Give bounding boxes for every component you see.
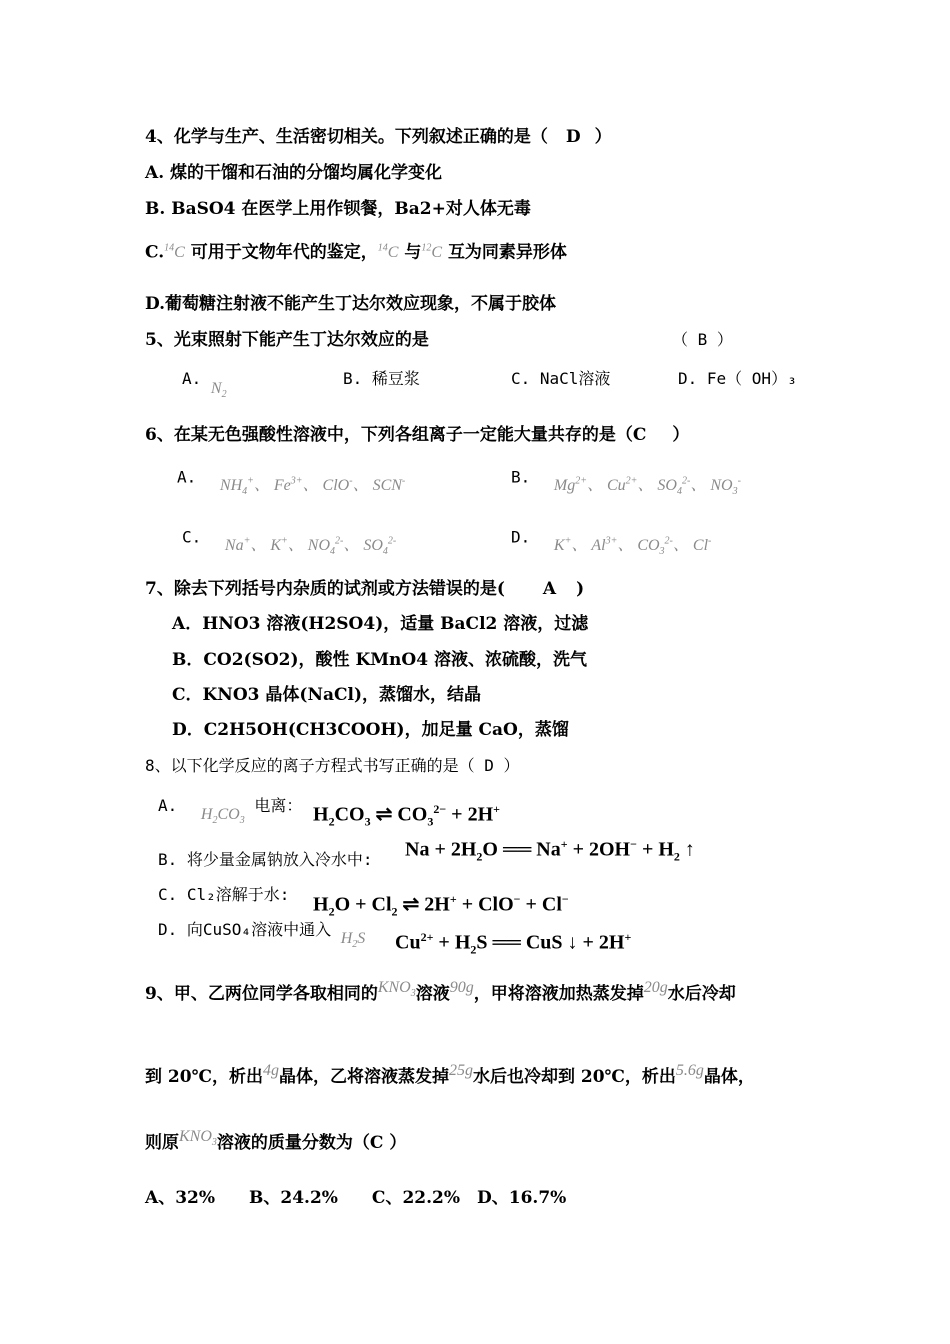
q6-stem-text: 6、在某无色强酸性溶液中，下列各组离子一定能大量共存的是（C	[145, 425, 647, 445]
q9-l1c: ，甲将溶液加热蒸发掉	[473, 984, 644, 1004]
q5-option-b: B. 稀豆浆	[343, 369, 420, 388]
q9-l3a: 则原	[145, 1133, 179, 1153]
q6-b-ions: $Mg^{2+}$、 $Cu^{2+}$、 $SO_4^{2-}$、 $NO_3^-$	[553, 476, 741, 498]
q8-option-d	[158, 919, 366, 951]
q9-line-2	[145, 1062, 755, 1089]
q8-a-text: 电离：	[254, 796, 303, 815]
q5-answer: （ B ）	[672, 330, 733, 349]
q4-close: ）	[594, 127, 612, 147]
q6-option-d	[511, 523, 711, 556]
h2co3-formula: $H_2CO_3$	[200, 806, 245, 827]
q9-line-3	[145, 1128, 407, 1161]
q7-option-c: C．KNO3 晶体(NaCl)，蒸馏水，结晶	[172, 685, 482, 705]
q8-a-label: A.	[158, 796, 178, 815]
q8-equation-d: $Cu^{2+} + H_2S$ ══ CuS ↓ + 2H+	[395, 930, 632, 957]
q8-d-text: D. 向CuSO₄溶液中通入	[158, 920, 332, 939]
q9-l2b: 晶体，乙将溶液蒸发掉	[278, 1067, 449, 1087]
c14-formula: $^{14}$C	[164, 243, 185, 262]
q6-close: ）	[672, 425, 690, 445]
q4-option-d: D.葡萄糖注射液不能产生丁达尔效应现象，不属于胶体	[145, 294, 557, 314]
q6-option-b	[511, 463, 741, 496]
q6-b-label: B.	[511, 467, 531, 487]
mass-90g: 90g	[449, 979, 474, 996]
q8-option-c: C. Cl₂溶解于水:	[158, 885, 290, 904]
mass-4g: 4g	[262, 1062, 279, 1079]
q9-l1b: 溶液	[415, 984, 450, 1004]
q4-stem-text: 4、化学与生产、生活密切相关。下列叙述正确的是（	[145, 127, 548, 147]
q6-c-ions: Na+、 K+、 $NO_4^{2-}$、 $SO_4^{2-}$	[224, 536, 397, 558]
q8-equation-a: $H_2CO_3$ ⇌ $CO_3^{2-} + 2H^+$	[313, 802, 500, 829]
q4-option-b: B. BaSO4 在医学上用作钡餐，Ba2+对人体无毒	[145, 199, 531, 219]
q8-option-b: B. 将少量金属钠放入冷水中:	[158, 850, 373, 869]
q6-option-c	[182, 523, 396, 556]
q9-l2c: 水后也冷却到 20℃，析出	[472, 1067, 676, 1087]
q9-options: A、32% B、24.2% C、22.2% D、16.7%	[145, 1188, 567, 1208]
mass-5-6g: 5.6g	[675, 1062, 704, 1079]
q4-c-prefix: C.	[145, 242, 165, 263]
c12-formula: $^{12}$C	[421, 243, 443, 262]
q7-option-d: D．C2H5OH(CH3COOH)，加足量 CaO，蒸馏	[172, 720, 569, 740]
q7-option-a: A．HNO3 溶液(H2SO4)，适量 BaCl2 溶液，过滤	[172, 614, 589, 634]
q5-option-a	[182, 368, 227, 401]
q6-d-ions: K+、 $Al^{3+}$、 $CO_3^{2-}$、 Cl-	[553, 536, 712, 558]
q5-option-c: C. NaCl溶液	[511, 369, 611, 388]
q8-stem: 8、以下化学反应的离子方程式书写正确的是（ D ）	[145, 756, 520, 775]
q7-stem	[145, 578, 584, 600]
kno3-formula-2: $KNO_3$	[179, 1128, 217, 1149]
q6-option-a	[177, 463, 405, 496]
q4-c-and: 与	[404, 242, 422, 263]
q4-option-a: A. 煤的干馏和石油的分馏均属化学变化	[145, 163, 443, 183]
q6-c-label: C.	[182, 527, 202, 547]
q4-option-c	[145, 238, 567, 264]
q8-equation-c: $H_2O + Cl_2$ ⇌ 2H+ + ClO− + Cl−	[313, 892, 569, 919]
q5-option-d: D. Fe（ OH）₃	[678, 369, 797, 388]
q7-option-b: B．CO2(SO2)，酸性 KMnO4 溶液、浓硫酸，洗气	[172, 650, 587, 670]
q6-a-label: A.	[177, 467, 197, 487]
q8-option-a	[158, 795, 303, 827]
h2s-formula: $H_2S$	[340, 930, 366, 951]
q7-stem-text: 7、除去下列括号内杂质的试剂或方法错误的是(	[145, 579, 505, 599]
q4-c-end: 互为同素异形体	[447, 242, 567, 263]
q4-c-mid: 可用于文物年代的鉴定，	[190, 242, 378, 263]
q9-l3b: 溶液的质量分数为（C ）	[216, 1133, 407, 1153]
q6-d-label: D.	[511, 527, 531, 547]
q6-stem	[145, 424, 689, 446]
q5-stem: 5、光束照射下能产生丁达尔效应的是	[145, 330, 429, 350]
q4-stem	[145, 126, 612, 148]
q9-l1d: 水后冷却	[667, 984, 736, 1004]
q9-l1a: 9、甲、乙两位同学各取相同的	[145, 984, 378, 1004]
q9-l2a: 到 20℃，析出	[145, 1067, 263, 1087]
q4-answer: D	[565, 127, 581, 147]
q9-line-1	[145, 979, 736, 1012]
mass-20g: 20g	[643, 979, 668, 996]
q7-answer: A	[542, 579, 557, 599]
mass-25g: 25g	[448, 1062, 473, 1079]
kno3-formula: $KNO_3$	[377, 979, 416, 1000]
q9-l2d: 晶体，	[703, 1067, 755, 1087]
n2-formula: $N_2$	[210, 380, 227, 401]
q7-close: )	[576, 579, 585, 599]
c14-formula-2: $^{14}$C	[377, 243, 399, 262]
q8-equation-b: $Na + 2H_2O$ ══ $Na^+ + 2OH^- + H_2$ ↑	[405, 837, 695, 864]
q5-a-label: A.	[182, 369, 202, 388]
q6-a-ions: $NH_4^+$、 $Fe^{3+}$、 ClO-、 SCN-	[219, 476, 406, 498]
